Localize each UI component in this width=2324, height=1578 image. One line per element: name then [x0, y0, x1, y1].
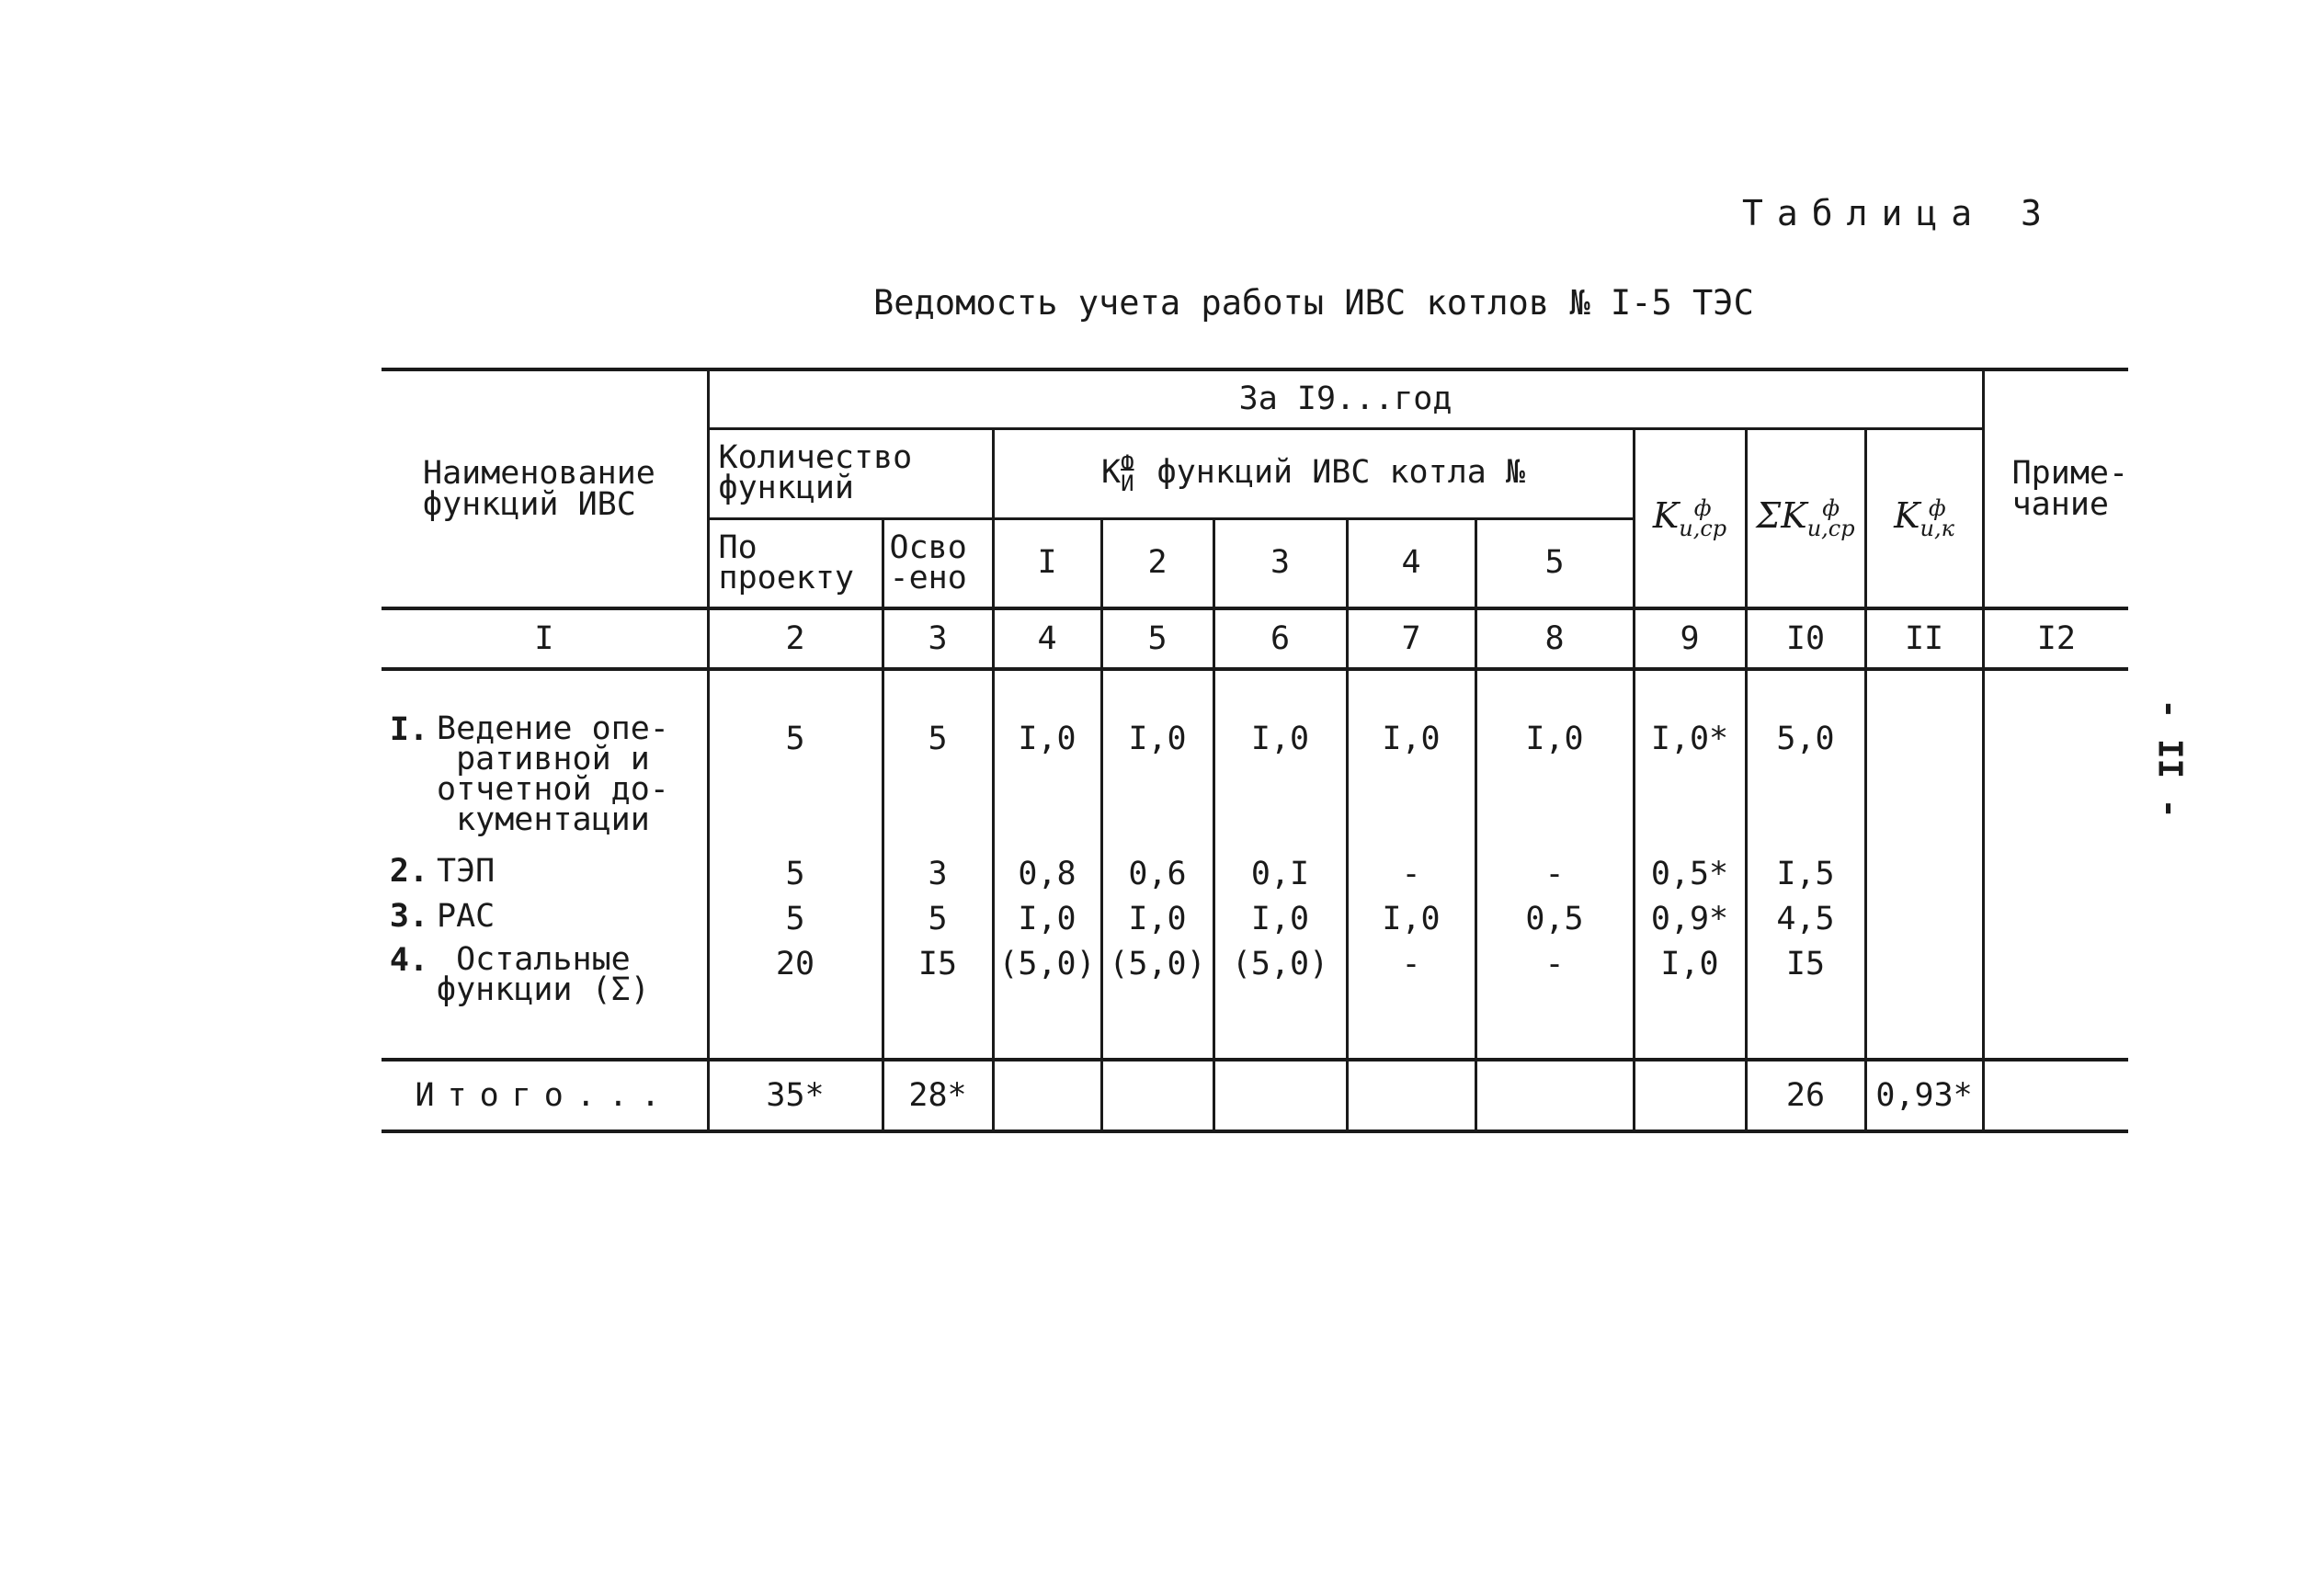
total-empty: [1475, 1060, 1634, 1131]
k-k-values: [1865, 669, 1983, 1060]
header-k-avg: K ф и,ср: [1634, 428, 1746, 608]
boiler-5-values: I,0 - 0,5 -: [1475, 669, 1634, 1060]
header-mastered: Осво-ено: [883, 518, 993, 608]
boiler-2-values: I,0 0,6 I,0 (5,0): [1101, 669, 1213, 1060]
total-empty: [1101, 1060, 1213, 1131]
table-label: Таблица 3: [1742, 193, 2056, 233]
total-empty: [1634, 1060, 1746, 1131]
by-project-values: 5 5 5 20: [708, 669, 883, 1060]
header-period: За I9...год: [708, 369, 1983, 428]
col-num: 5: [1101, 608, 1213, 669]
header-count-group: Количество функций: [708, 428, 993, 518]
header-k-k: K ф и,к: [1865, 428, 1983, 608]
header-note: Приме-чание: [1983, 369, 2128, 608]
header-by-project: По проекту: [708, 518, 883, 608]
body-row: [382, 669, 2128, 1060]
boiler-3-values: I,0 0,I I,0 (5,0): [1213, 669, 1347, 1060]
total-mastered: 28*: [883, 1060, 993, 1131]
mastered-values: 5 3 5 I5: [883, 669, 993, 1060]
total-row: [382, 1060, 2128, 1131]
total-by-project: 35*: [708, 1060, 883, 1131]
list-item: I. Ведение опе- ративной и отчетной до- кументации: [389, 710, 669, 838]
function-names-cell: [382, 669, 708, 1060]
col-num: 6: [1213, 608, 1347, 669]
header-boiler-4: 4: [1347, 518, 1475, 608]
table-title: Ведомость учета работы ИВС котлов № I-5 ТЭС: [873, 283, 1754, 323]
page-number: [2151, 698, 2188, 818]
total-empty: [1347, 1060, 1475, 1131]
header-sum-k: ΣK ф и,ср: [1746, 428, 1865, 608]
column-numbers-row: [382, 608, 2128, 669]
header-boiler-3: 3: [1213, 518, 1347, 608]
col-num: 9: [1634, 608, 1746, 669]
col-num: I: [382, 608, 708, 669]
total-sum-k: 26: [1746, 1060, 1865, 1131]
col-num: 7: [1347, 608, 1475, 669]
col-num: 4: [993, 608, 1101, 669]
page-number-text: - II -: [2150, 698, 2189, 819]
list-item: 4. Остальные функции (Σ): [389, 941, 650, 1008]
col-num: I2: [1983, 608, 2128, 669]
col-num: 3: [883, 608, 993, 669]
header-k-group: К Ф И функций ИВС котла №: [993, 428, 1634, 518]
list-item: 2. ТЭП: [389, 853, 496, 890]
sum-k-values: 5,0 I,5 4,5 I5: [1746, 669, 1865, 1060]
total-empty: [993, 1060, 1101, 1131]
list-item: 3. РАС: [389, 898, 496, 935]
col-num: 2: [708, 608, 883, 669]
total-note: [1983, 1060, 2128, 1131]
total-empty: [1213, 1060, 1347, 1131]
header-boiler-2: 2: [1101, 518, 1213, 608]
ivs-report-table: [382, 368, 2128, 1133]
col-num: I0: [1746, 608, 1865, 669]
header-function-name: Наименование функций ИВС: [382, 369, 708, 608]
header-boiler-5: 5: [1475, 518, 1634, 608]
note-values: [1983, 669, 2128, 1060]
header-boiler-1: I: [993, 518, 1101, 608]
boiler-1-values: I,0 0,8 I,0 (5,0): [993, 669, 1101, 1060]
boiler-4-values: I,0 - I,0 -: [1347, 669, 1475, 1060]
col-num: 8: [1475, 608, 1634, 669]
total-label: Итого...: [382, 1060, 708, 1131]
k-avg-values: I,0* 0,5* 0,9* I,0: [1634, 669, 1746, 1060]
col-num: II: [1865, 608, 1983, 669]
total-k-k: 0,93*: [1865, 1060, 1983, 1131]
